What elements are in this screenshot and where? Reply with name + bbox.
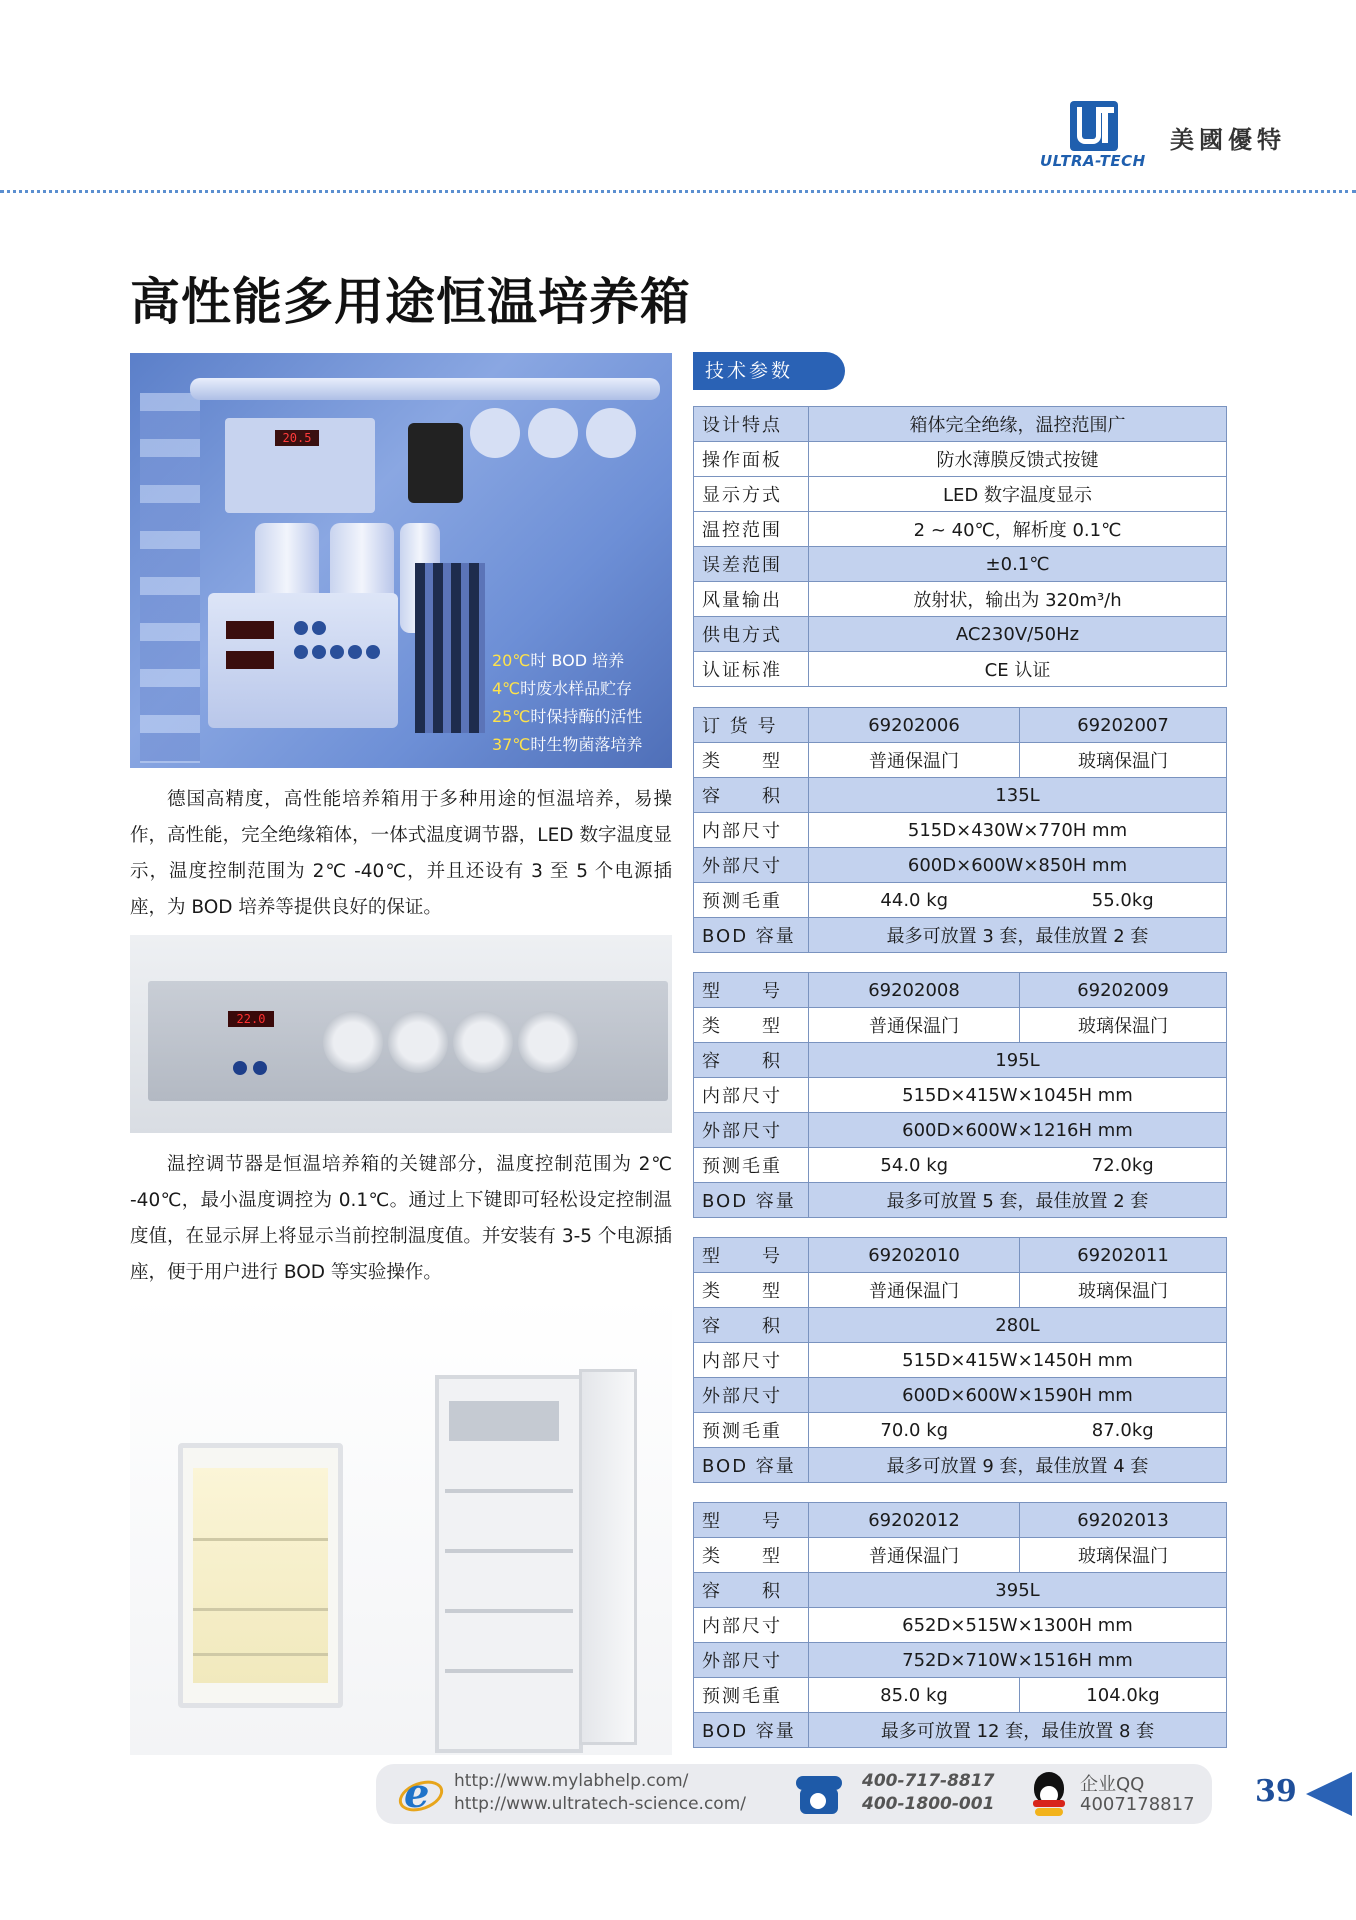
controller-display: 20.5 [275,430,319,446]
controller-panel [148,981,668,1101]
caption-line: 25℃时保持酶的活性 [492,707,643,726]
website-link-2[interactable]: http://www.ultratech-science.com/ [454,1794,746,1814]
phone-number-2: 400-1800-001 [862,1794,995,1814]
internet-explorer-icon: e [398,1774,440,1816]
open-door-incubator [435,1375,583,1753]
bod-device [208,593,398,728]
qq-label: 企业QQ [1080,1774,1145,1795]
brand-logo [1040,96,1340,176]
caption-line: 20℃时 BOD 培养 [492,651,625,670]
panel-display: 22.0 [228,1011,274,1027]
contact-footer [376,1764,1212,1824]
website-link-1[interactable]: http://www.mylabhelp.com/ [454,1771,689,1791]
temperature-controller [225,418,375,513]
model-table-195l: 型 号 69202008 69202009 类 型 普通保温门 玻璃保温门 容 积 195L 内部尺寸 515D×415W×1045H mm 外部尺寸 600D×600W×1216H mm 预测毛重 54.0 kg 72.0kg BOD 容量 最多可放置 5 套，最佳放置 2 套 [693,972,1227,1218]
logo-chinese-text: 美國優特 [1170,125,1286,154]
general-spec-table: 设计特点 箱体完全绝缘，温控范围广 操作面板 防水薄膜反馈式按键 显示方式 LED 数字温度显示 温控范围 2 ~ 40℃，解析度 0.1℃ 误差范围 ±0.1℃ 风量输出 放射状，输出为 320m³/h 供电方式 AC230V/50Hz 认证标准 CE 认证 [693,406,1227,687]
ut-logo-icon [1070,101,1118,151]
page-number: 39 [1255,1774,1297,1809]
page-arrow-icon [1306,1772,1352,1816]
spec-section-tab: 技术参数 [693,352,845,390]
qq-penguin-icon [1030,1772,1068,1818]
model-table-280l: 型 号 69202010 69202011 类 型 普通保温门 玻璃保温门 容 积 280L 内部尺寸 515D×415W×1450H mm 外部尺寸 600D×600W×1590H mm 预测毛重 70.0 kg 87.0kg BOD 容量 最多可放置 9 套，最佳放置 4 套 [693,1237,1227,1483]
logo-english-text: ULTRA-TECH [1040,152,1146,170]
caption-line: 4℃时废水样品贮存 [492,679,633,698]
glass-door-incubator [178,1443,343,1708]
qq-number: 4007178817 [1080,1794,1195,1815]
header-dotted-rule [0,190,1356,193]
caption-line: 37℃时生物菌落培养 [492,735,643,754]
photo-caption [492,647,642,759]
telephone-icon [796,1772,842,1816]
incubator-products-photo [130,1295,672,1755]
controller-paragraph: 温控调节器是恒温培养箱的关键部分，温度控制范围为 2℃ -40℃，最小温度调控为 0.1℃。通过上下键即可轻松设定控制温度值，在显示屏上将显示当前控制温度值。并安装有 3-5 个电源插座，便于用户进行 BOD 等实验操作。 [130,1154,672,1283]
lamp-tube [190,378,660,400]
power-adapter [408,423,463,503]
page-title: 高性能多用途恒温培养箱 [130,273,691,331]
incubator-interior-photo [130,353,672,768]
model-table-135l: 订 货 号 69202006 69202007 类 型 普通保温门 玻璃保温门 容 积 135L 内部尺寸 515D×430W×770H mm 外部尺寸 600D×600W×850H mm 预测毛重 44.0 kg 55.0kg BOD 容量 最多可放置 3 套，最佳放置 2 套 [693,707,1227,953]
power-outlets [470,408,660,468]
phone-number-1: 400-717-8817 [862,1771,995,1791]
model-table-395l: 型 号 69202012 69202013 类 型 普通保温门 玻璃保温门 容 积 395L 内部尺寸 652D×515W×1300H mm 外部尺寸 752D×710W×1516H mm 预测毛重 85.0 kg 104.0kg BOD 容量 最多可放置 12 套，最佳放置 8 套 [693,1502,1227,1748]
controller-panel-photo [130,935,672,1133]
intro-paragraph: 德国高精度，高性能培养箱用于多种用途的恒温培养，易操作，高性能，完全绝缘箱体，一体式温度调节器，LED 数字温度显示，温度控制范围为 2℃ -40℃，并且还设有 3 至 5 个电源插座，为 BOD 培养等提供良好的保证。 [130,789,672,918]
